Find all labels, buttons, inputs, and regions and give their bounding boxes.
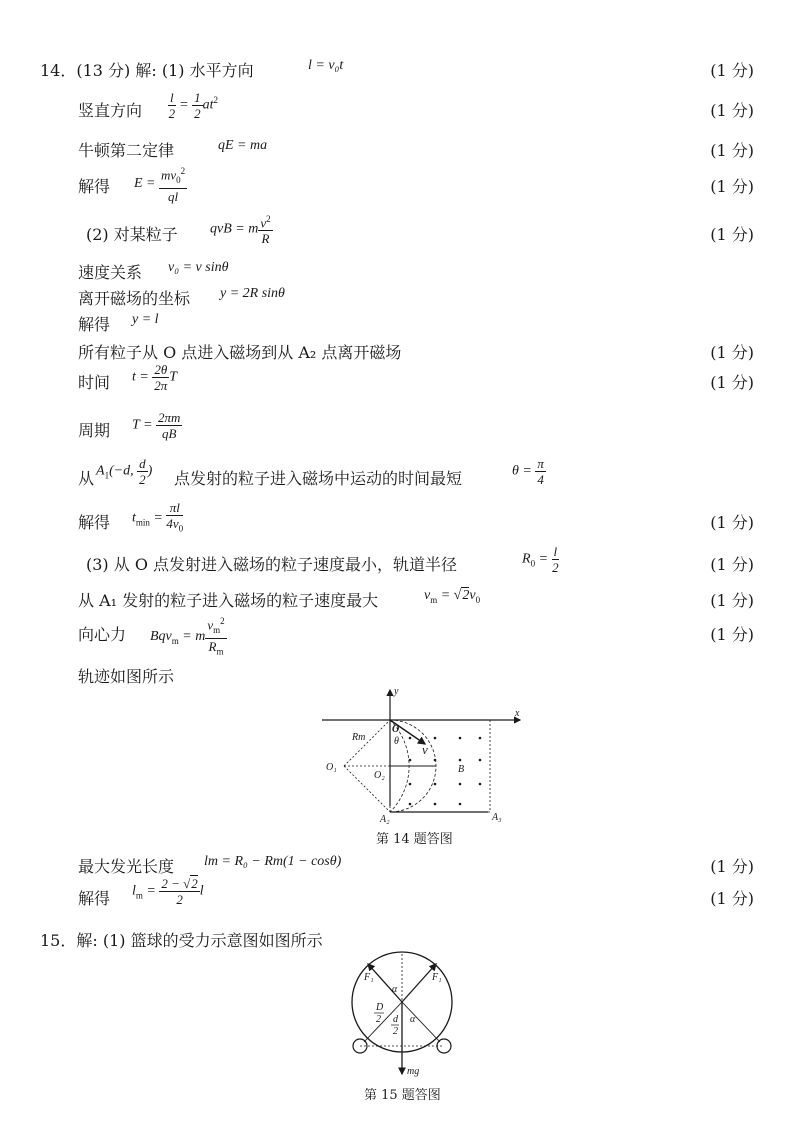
score-7: (1 分) [710, 373, 754, 392]
coordinate-equation: y = 2R sinθ [220, 286, 285, 301]
label-rm: Rm [352, 732, 366, 743]
figure-15 [344, 950, 464, 1078]
q15-heading: 15．解: (1) 篮球的受力示意图如图所示 [40, 931, 323, 950]
score-11: (1 分) [710, 625, 754, 644]
period-label: 周期 [78, 421, 111, 440]
label-d-small: d [393, 1014, 398, 1025]
score-2: (1 分) [710, 101, 754, 120]
theta-equation: θ = $\frac{\pi}{4}$ [512, 456, 544, 487]
figure-14 [310, 684, 550, 824]
solve-label-3: 解得 [78, 513, 111, 532]
label-f1-left: F₁ [364, 972, 374, 983]
shortest-time-text: 点发射的粒子进入磁场中运动的时间最短 [174, 469, 463, 488]
score-5: (1 分) [710, 225, 754, 244]
velocity-equation: v₀ = v sinθ [168, 260, 229, 275]
label-theta: θ [394, 736, 399, 747]
time-label: 时间 [78, 373, 111, 392]
time-equation: t = $\frac{2\theta}{2\pi}$ T [132, 362, 178, 393]
score-8: (1 分) [710, 513, 754, 532]
newton-label: 牛顿第二定律 [78, 141, 175, 160]
horizontal-equation: l = v₀t [308, 58, 344, 73]
trajectory-label: 轨迹如图所示 [78, 667, 175, 686]
field-dots [409, 737, 482, 806]
q14-line-13 [78, 500, 754, 540]
solve-label-1: 解得 [78, 177, 111, 196]
q14-line-5 [78, 212, 754, 252]
label-d-small-denominator: 2 [393, 1026, 398, 1037]
extension-right [402, 1002, 440, 1042]
radius-line-top [344, 720, 390, 766]
label-x: x [515, 708, 520, 719]
q14-line-14 [78, 544, 754, 580]
q14-heading: 14．(13 分) 解: (1) 水平方向 [40, 61, 254, 80]
q14-line-1 [40, 54, 754, 84]
q14-line-2 [78, 90, 754, 130]
centripetal-equation: Bqv$_m$ = m $\frac{v_m^2}{R_m}$ [150, 616, 225, 657]
max-length-label: 最大发光长度 [78, 857, 175, 876]
label-v: v [422, 742, 428, 757]
label-y: y [394, 686, 399, 697]
label-d-big: D [376, 1002, 384, 1013]
velocity-label: 速度关系 [78, 263, 143, 282]
label-alpha-top: α [392, 984, 398, 995]
solve-label-2: 解得 [78, 315, 111, 334]
max-speed-text: 从 A₁ 发射的粒子进入磁场的粒子速度最大 [78, 591, 379, 610]
a1-coordinate: $A_1(-d$, $\frac{d}{2}$ ) [96, 456, 153, 487]
y-equation: y = l [132, 312, 159, 327]
score-13: (1 分) [710, 889, 754, 908]
q14-line-10 [78, 362, 754, 402]
label-b: B [458, 764, 465, 775]
label-f1-right: F₁ [432, 972, 442, 983]
tmin-equation: $t_{min}$ = $\frac{\pi l}{4v_0}$ [132, 500, 184, 534]
all-particles-text: 所有粒子从 O 点进入磁场到从 A₂ 点离开磁场 [78, 343, 402, 362]
e-field-equation: E = $\frac{mv_0^2}{ql}$ [134, 166, 186, 204]
q14-line-15 [78, 584, 754, 614]
vm-equation: $v_m = √2v_0$ [424, 588, 481, 605]
r0-equation: $R_0$ = $\frac{l}{2}$ [522, 544, 559, 575]
q14-line-4 [78, 164, 754, 204]
score-9: (1 分) [710, 555, 754, 574]
period-equation: T = $\frac{2\pi m}{qB}$ [132, 410, 181, 441]
label-alpha-bottom: α [410, 1014, 416, 1025]
score-1: (1 分) [710, 61, 754, 80]
score-3: (1 分) [710, 141, 754, 160]
label-o: O [392, 724, 400, 735]
q14-line-19 [78, 876, 754, 916]
lm-equation: $l_m$ = $\frac{2 - √2}{2}$ l [132, 876, 204, 907]
label-a2: A₂ [380, 814, 390, 825]
label-d-big-denominator: 2 [376, 1014, 381, 1025]
q14-line-11 [78, 410, 754, 450]
label-o2: O₂ [374, 770, 385, 781]
score-10: (1 分) [710, 591, 754, 610]
solve-label-4: 解得 [78, 889, 111, 908]
from-a1-label: 从 [78, 469, 95, 488]
vertical-equation: $\frac{l}{2}$ = $\frac{1}{2}$ $at^2$ [168, 90, 218, 121]
part3-text: (3) 从 O 点发射进入磁场的粒子速度最小，轨道半径 [86, 555, 458, 574]
vertical-label: 竖直方向 [78, 101, 143, 120]
score-12: (1 分) [710, 857, 754, 876]
lorentz-equation: qvB = m $\frac{v^2}{R}$ [210, 214, 271, 247]
q14-line-16 [78, 614, 754, 657]
part2-label: (2) 对某粒子 [86, 225, 178, 244]
force-f1-right [402, 964, 436, 1002]
coordinate-label: 离开磁场的坐标 [78, 289, 191, 308]
q14-line-3 [78, 134, 754, 164]
figure-14-caption: 第 14 题答图 [376, 832, 453, 847]
figure-15-caption: 第 15 题答图 [364, 1088, 441, 1103]
label-o1: O₁ [326, 762, 337, 773]
force-f1-left [368, 964, 402, 1002]
max-length-equation: lm = R₀ − Rm(1 − cosθ) [204, 854, 342, 869]
q14-line-8 [78, 308, 754, 338]
newton-equation: qE = ma [218, 138, 268, 153]
q14-line-12 [78, 456, 754, 496]
centripetal-label: 向心力 [78, 625, 127, 644]
label-a3: A₃ [492, 812, 502, 823]
score-6: (1 分) [710, 343, 754, 362]
label-mg: mg [407, 1066, 420, 1077]
score-4: (1 分) [710, 177, 754, 196]
